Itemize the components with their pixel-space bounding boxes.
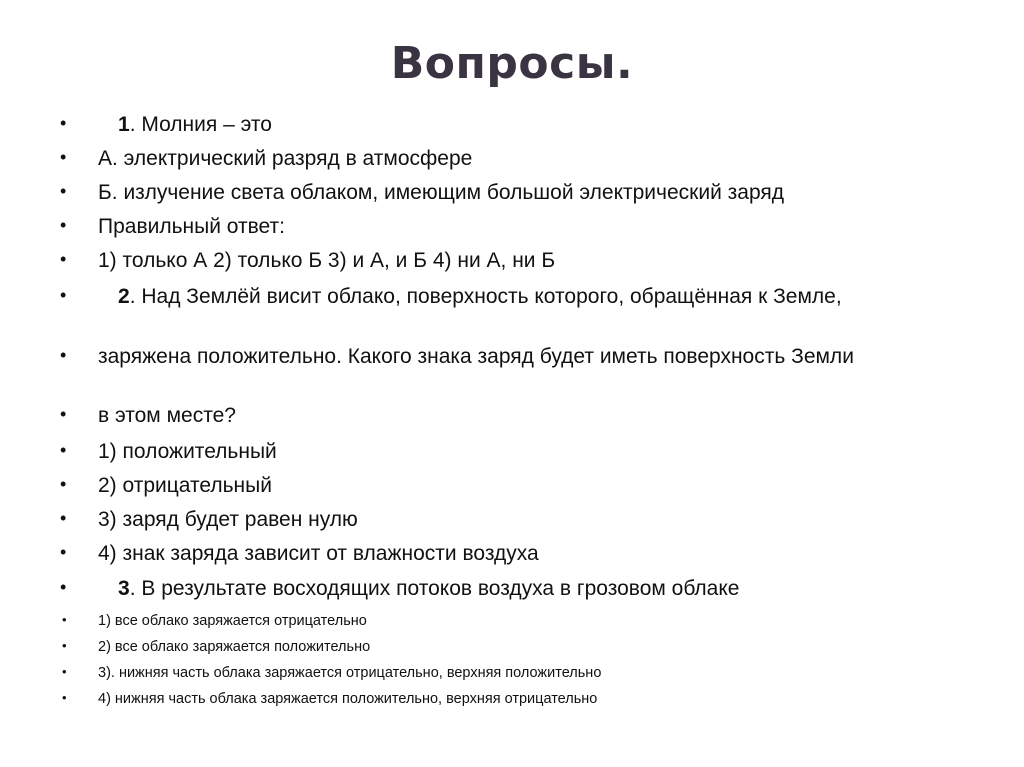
bullet: • xyxy=(60,474,67,494)
bullet: • xyxy=(60,285,67,305)
item-text: 1) только А 2) только Б 3) и А, и Б 4) ни А, ни Б xyxy=(98,249,556,272)
item-text: 3). нижняя часть облака заряжается отрицательно, верхняя положительно xyxy=(98,665,602,681)
bullet: • xyxy=(60,249,67,269)
item-text: 1) положительный xyxy=(98,440,277,463)
item-text: 3) заряд будет равен нулю xyxy=(98,508,358,531)
bullet: • xyxy=(60,508,67,528)
item-text: 2. Над Землёй висит облако, поверхность которого, обращённая к Земле, xyxy=(118,285,842,308)
bullet: • xyxy=(60,404,67,424)
bullet: • xyxy=(62,612,67,627)
bullet: • xyxy=(60,345,67,365)
item-text: 3. В результате восходящих потоков воздуха в грозовом облаке xyxy=(118,577,740,600)
question-number: 3 xyxy=(118,577,130,600)
item-text: Б. излучение света облаком, имеющим большой электрический заряд xyxy=(98,181,785,204)
item-text: Правильный ответ: xyxy=(98,215,285,238)
item-text: А. электрический разряд в атмосфере xyxy=(98,147,473,170)
bullet: • xyxy=(60,577,67,597)
item-text: 1. Молния – это xyxy=(118,113,272,136)
item-text: 2) отрицательный xyxy=(98,474,272,497)
item-text: заряжена положительно. Какого знака заряд будет иметь поверхность Земли xyxy=(98,345,854,368)
item-text: 4) знак заряда зависит от влажности воздуха xyxy=(98,542,539,565)
bullet: • xyxy=(60,542,67,562)
bullet: • xyxy=(60,440,67,460)
bullet: • xyxy=(60,147,67,167)
bullet: • xyxy=(62,690,67,705)
question-number: 1 xyxy=(118,113,130,136)
item-text: в этом месте? xyxy=(98,404,236,427)
bullet: • xyxy=(62,638,67,653)
question-number: 2 xyxy=(118,285,130,308)
bullet: • xyxy=(60,181,67,201)
bullet: • xyxy=(60,113,67,133)
item-text: 1) все облако заряжается отрицательно xyxy=(98,613,367,629)
item-text: 4) нижняя часть облака заряжается положительно, верхняя отрицательно xyxy=(98,691,598,707)
item-text: 2) все облако заряжается положительно xyxy=(98,639,371,655)
bullet: • xyxy=(62,664,67,679)
bullet: • xyxy=(60,215,67,235)
slide-title: Вопросы. xyxy=(390,38,634,89)
